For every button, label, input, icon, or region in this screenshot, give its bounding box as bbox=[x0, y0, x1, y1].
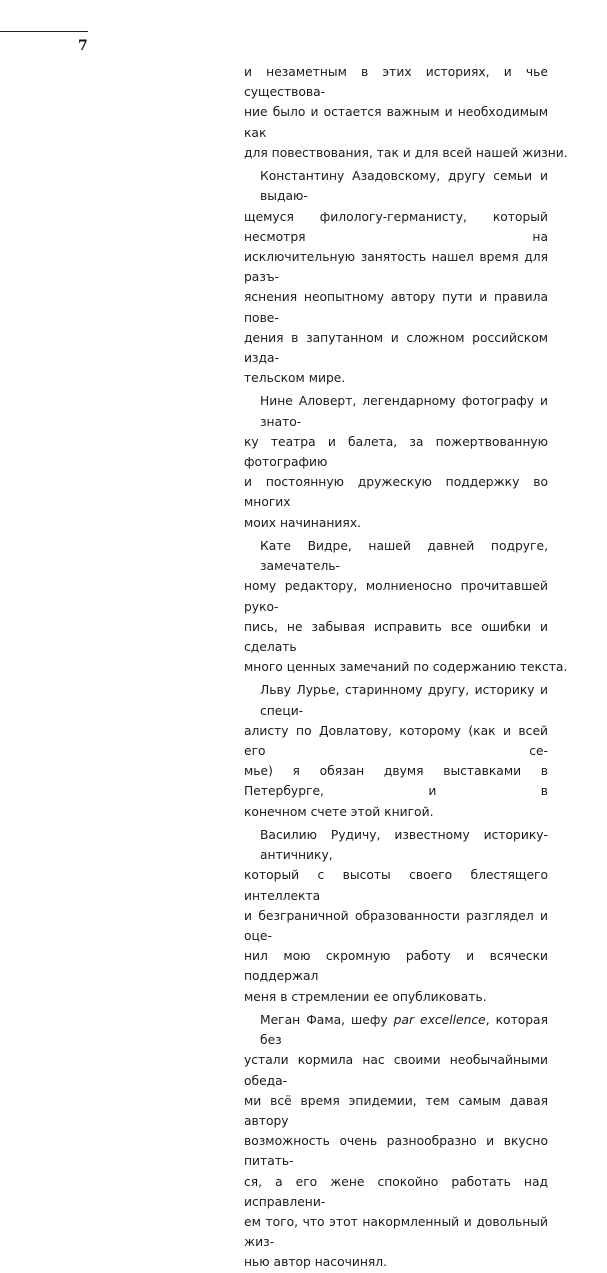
text-line: ному редактору, молниеносно прочитавшей руко- bbox=[244, 579, 548, 614]
paragraph bbox=[244, 536, 568, 677]
header-rule bbox=[0, 31, 88, 32]
text-line: нил мою скромную работу и всячески поддержал bbox=[244, 949, 548, 984]
body-text bbox=[244, 62, 568, 1273]
paragraph bbox=[244, 1010, 548, 1273]
text-line: пись, не забывая исправить все ошибки и сделать bbox=[244, 619, 548, 654]
paragraph bbox=[244, 391, 548, 532]
text-line: Льву Лурье, старинному другу, историку и специ- bbox=[260, 683, 548, 718]
text-line: для повествования, так и для всей нашей жизни. bbox=[244, 145, 568, 160]
text-line: щемуся филологу-германисту, который несмотря на bbox=[244, 209, 548, 244]
paragraph bbox=[244, 166, 548, 388]
paragraph bbox=[244, 62, 568, 163]
text-line: моих начинаниях. bbox=[244, 515, 362, 530]
text-line: мье) я обязан двумя выставками в Петербурге, и в bbox=[244, 764, 548, 799]
text-line: Кате Видре, нашей давней подруге, замечатель- bbox=[260, 538, 548, 574]
text-line: устали кормила нас своими необычайными обеда- bbox=[244, 1053, 548, 1088]
text-line: исключительную занятость нашел время для разъ- bbox=[244, 249, 548, 285]
text-line: и безграничной образованности разглядел и оце- bbox=[244, 908, 548, 943]
paragraph bbox=[244, 825, 548, 1007]
paragraph bbox=[244, 680, 548, 821]
text-line: алисту по Довлатову, которому (как и всей его се- bbox=[244, 723, 548, 759]
text-line: и постоянную дружескую поддержку во многих bbox=[244, 475, 548, 510]
text-line: дения в запутанном и сложном российском изда- bbox=[244, 330, 548, 365]
text-line: Нине Аловерт, легендарному фотографу и знато- bbox=[260, 394, 548, 429]
italic-phrase: par excellence bbox=[393, 1012, 486, 1027]
text-line: яснения неопытному автору пути и правила пове- bbox=[244, 290, 548, 325]
text-line: много ценных замечаний по содержанию текста. bbox=[244, 660, 568, 675]
text-line: ми всё время эпидемии, тем самым давая автору bbox=[244, 1093, 548, 1128]
text-line: ку театра и балета, за пожертвованную фотографию bbox=[244, 434, 548, 470]
text-line: ем того, что этот накормленный и довольный жиз- bbox=[244, 1214, 548, 1250]
text-line: и незаметным в этих историях, и чье существова- bbox=[244, 65, 548, 100]
text-line: ние было и остается важным и необходимым как bbox=[244, 105, 548, 140]
page-number: 7 bbox=[78, 38, 88, 54]
text-line: конечном счете этой книгой. bbox=[244, 804, 434, 819]
text-run: , которая без bbox=[260, 1012, 548, 1048]
text-line: который с высоты своего блестящего интеллекта bbox=[244, 868, 548, 903]
text-line: возможность очень разнообразно и вкусно питать- bbox=[244, 1134, 548, 1169]
text-line: ся, а его жене спокойно работать над исправлени- bbox=[244, 1174, 548, 1209]
text-line: тельском мире. bbox=[244, 371, 346, 386]
text-line: Василию Рудичу, известному историку-античнику, bbox=[260, 827, 548, 863]
text-line: Константину Азадовскому, другу семьи и выдаю- bbox=[260, 169, 548, 204]
text-run: Меган Фама, шефу bbox=[260, 1012, 394, 1027]
text-line: меня в стремлении ее опубликовать. bbox=[244, 989, 487, 1004]
text-line: нью автор насочинял. bbox=[244, 1255, 388, 1270]
text-line bbox=[244, 1010, 548, 1050]
